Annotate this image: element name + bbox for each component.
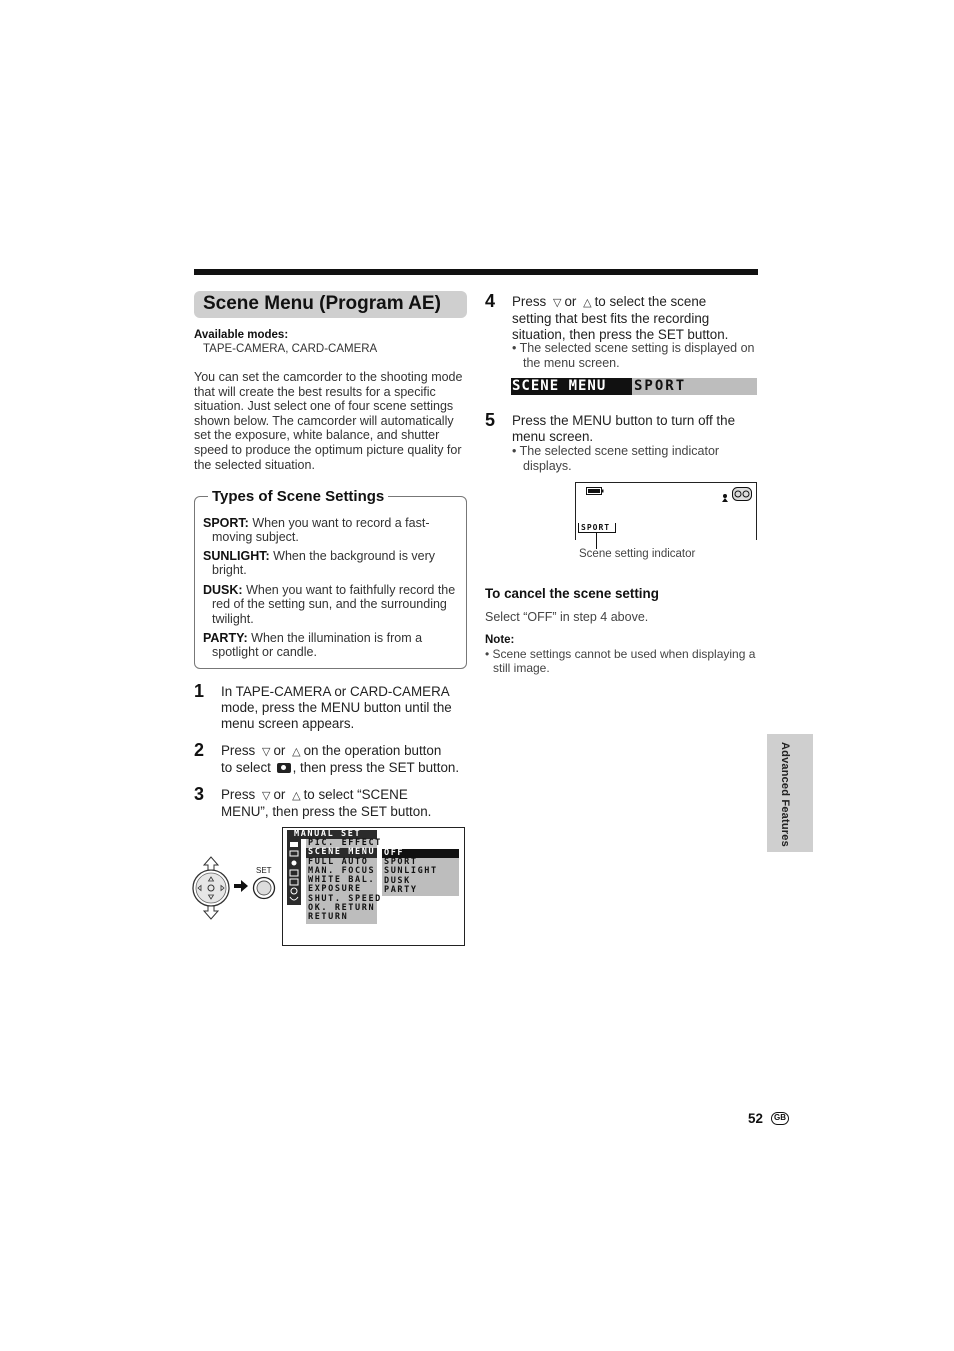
step-4-number: 4 [485, 291, 496, 311]
step-3-or: or [273, 787, 286, 802]
type-name: SPORT: [203, 516, 249, 530]
menu-item-list [306, 838, 382, 924]
type-party [203, 631, 461, 660]
scene-menu-bar [511, 378, 757, 395]
set-button-diagram [252, 866, 278, 900]
step-1-text: In TAPE-CAMERA or CARD-CAMERA mode, press the MENU button until the menu screen appears. [221, 684, 452, 731]
battery-icon [586, 486, 604, 496]
submenu-item[interactable]: PARTY [384, 884, 418, 895]
available-modes-label: Available modes: [194, 329, 289, 341]
right-arrow-icon [233, 878, 249, 894]
section-title: Scene Menu (Program AE) [203, 293, 441, 314]
set-button-icon [252, 876, 276, 900]
step-3-line2: MENU”, then press the SET button. [221, 804, 432, 819]
note-label: Note: [485, 634, 515, 646]
down-arrow-icon: ▽ [552, 297, 562, 309]
menu-item[interactable]: RETURN [308, 912, 349, 923]
tape-icon [732, 487, 752, 501]
bullet-dot: • [512, 341, 517, 355]
step-1-number: 1 [194, 681, 205, 701]
step-5-number: 5 [485, 410, 496, 430]
indicator-caption: Scene setting indicator [579, 548, 696, 560]
available-modes-value: TAPE-CAMERA, CARD-CAMERA [203, 343, 378, 355]
cancel-text: Select “OFF” in step 4 above. [485, 610, 649, 624]
note-body: Scene settings cannot be used when displaying a still image. [492, 647, 756, 675]
side-tab [767, 734, 813, 852]
type-name: PARTY: [203, 631, 248, 645]
up-arrow-icon: △ [583, 297, 592, 309]
camera-icon [277, 763, 291, 773]
down-arrow-icon: ▽ [261, 790, 271, 802]
step-3-line1: to select “SCENE [303, 787, 408, 802]
menu-icon-column [287, 839, 301, 905]
note-text [485, 647, 757, 675]
side-tab-label: Advanced Features [779, 742, 791, 847]
step-4-text [512, 294, 757, 343]
type-sunlight [203, 549, 461, 578]
submenu-item-selected[interactable]: OFF [382, 849, 459, 858]
step-4-line2: setting that best fits the recording situation, then press the SET button. [512, 311, 729, 342]
step-4-line1: to select the scene [594, 294, 707, 309]
step-4-bullet-text: The selected scene setting is displayed on the menu screen. [519, 341, 755, 370]
menu-item[interactable]: FULL AUTO [308, 856, 369, 867]
region-badge: GB [771, 1112, 789, 1125]
step-2-line1: on the operation button [303, 743, 442, 758]
intro-paragraph: You can set the camcorder to the shooting mode that will create the best results for a specific situation. Just select one of four scene settings shown below. The camcorder will automatically set the exposure, white balance, and shutter speed to produce the optimum picture quality for the selected situation. [194, 370, 463, 472]
submenu-item[interactable]: DUSK [384, 875, 411, 886]
menu-item[interactable]: MAN. FOCUS [308, 865, 376, 876]
scene-indicator-value: SPORT [578, 523, 616, 533]
step-2-number: 2 [194, 740, 205, 760]
step-5-bullet [512, 444, 757, 473]
menu-title: MANUAL SET [287, 830, 377, 839]
type-sport [203, 516, 461, 545]
submenu-item[interactable]: SUNLIGHT [384, 866, 438, 877]
menu-item-selected[interactable]: SCENE MENU [308, 847, 376, 858]
step-5-bullet-text: The selected scene setting indicator displays. [519, 444, 720, 473]
step-4-press: Press [512, 294, 547, 309]
menu-item[interactable]: PIC. EFFECT [308, 838, 382, 848]
types-title: Types of Scene Settings [208, 488, 388, 505]
step-2-press: Press [221, 743, 256, 758]
down-arrow-icon: ▽ [261, 746, 271, 758]
submenu-item[interactable]: SPORT [384, 857, 418, 868]
step-2-select: to select [221, 760, 271, 775]
type-desc: When you want to faithfully record the red of the setting sun, and the surrounding twilight. [212, 583, 456, 626]
type-desc: When you want to record a fast-moving subject. [212, 516, 430, 545]
step-3-press: Press [221, 787, 256, 802]
top-rule [194, 269, 758, 275]
menu-item[interactable]: OK. RETURN [308, 903, 376, 914]
step-2-line2: , then press the SET button. [292, 760, 460, 775]
step-2-or: or [273, 743, 286, 758]
operation-button-icon [190, 856, 234, 920]
step-5-text: Press the MENU button to turn off the menu screen. [512, 413, 736, 444]
bullet-dot: • [485, 647, 490, 661]
menu-item[interactable]: WHITE BAL. [308, 875, 376, 886]
type-name: DUSK: [203, 583, 243, 597]
submenu-list [382, 849, 459, 896]
type-desc: When the background is very bright. [212, 549, 436, 578]
step-2-text [221, 743, 471, 776]
up-arrow-icon: △ [292, 790, 301, 802]
step-3-text [221, 787, 471, 820]
bullet-dot: • [512, 444, 517, 458]
scene-menu-value: SPORT [634, 378, 687, 394]
set-label: SET [256, 866, 272, 875]
type-desc: When the illumination is from a spotlight or candle. [212, 631, 423, 660]
page-number: 52 [748, 1111, 763, 1126]
step-3-number: 3 [194, 784, 205, 804]
indicator-pointer-line [596, 533, 597, 549]
step-4-bullet [512, 341, 757, 370]
menu-item[interactable]: SHUT. SPEED [308, 893, 382, 904]
step-4-or: or [564, 294, 577, 309]
scene-menu-label: SCENE MENU [511, 378, 632, 395]
menu-icons [287, 839, 301, 905]
type-dusk [203, 583, 461, 626]
cancel-title: To cancel the scene setting [485, 586, 659, 601]
section-heading [194, 291, 467, 318]
person-icon [721, 493, 731, 503]
type-name: SUNLIGHT: [203, 549, 270, 563]
up-arrow-icon: △ [292, 746, 301, 758]
menu-item[interactable]: EXPOSURE [308, 884, 362, 895]
